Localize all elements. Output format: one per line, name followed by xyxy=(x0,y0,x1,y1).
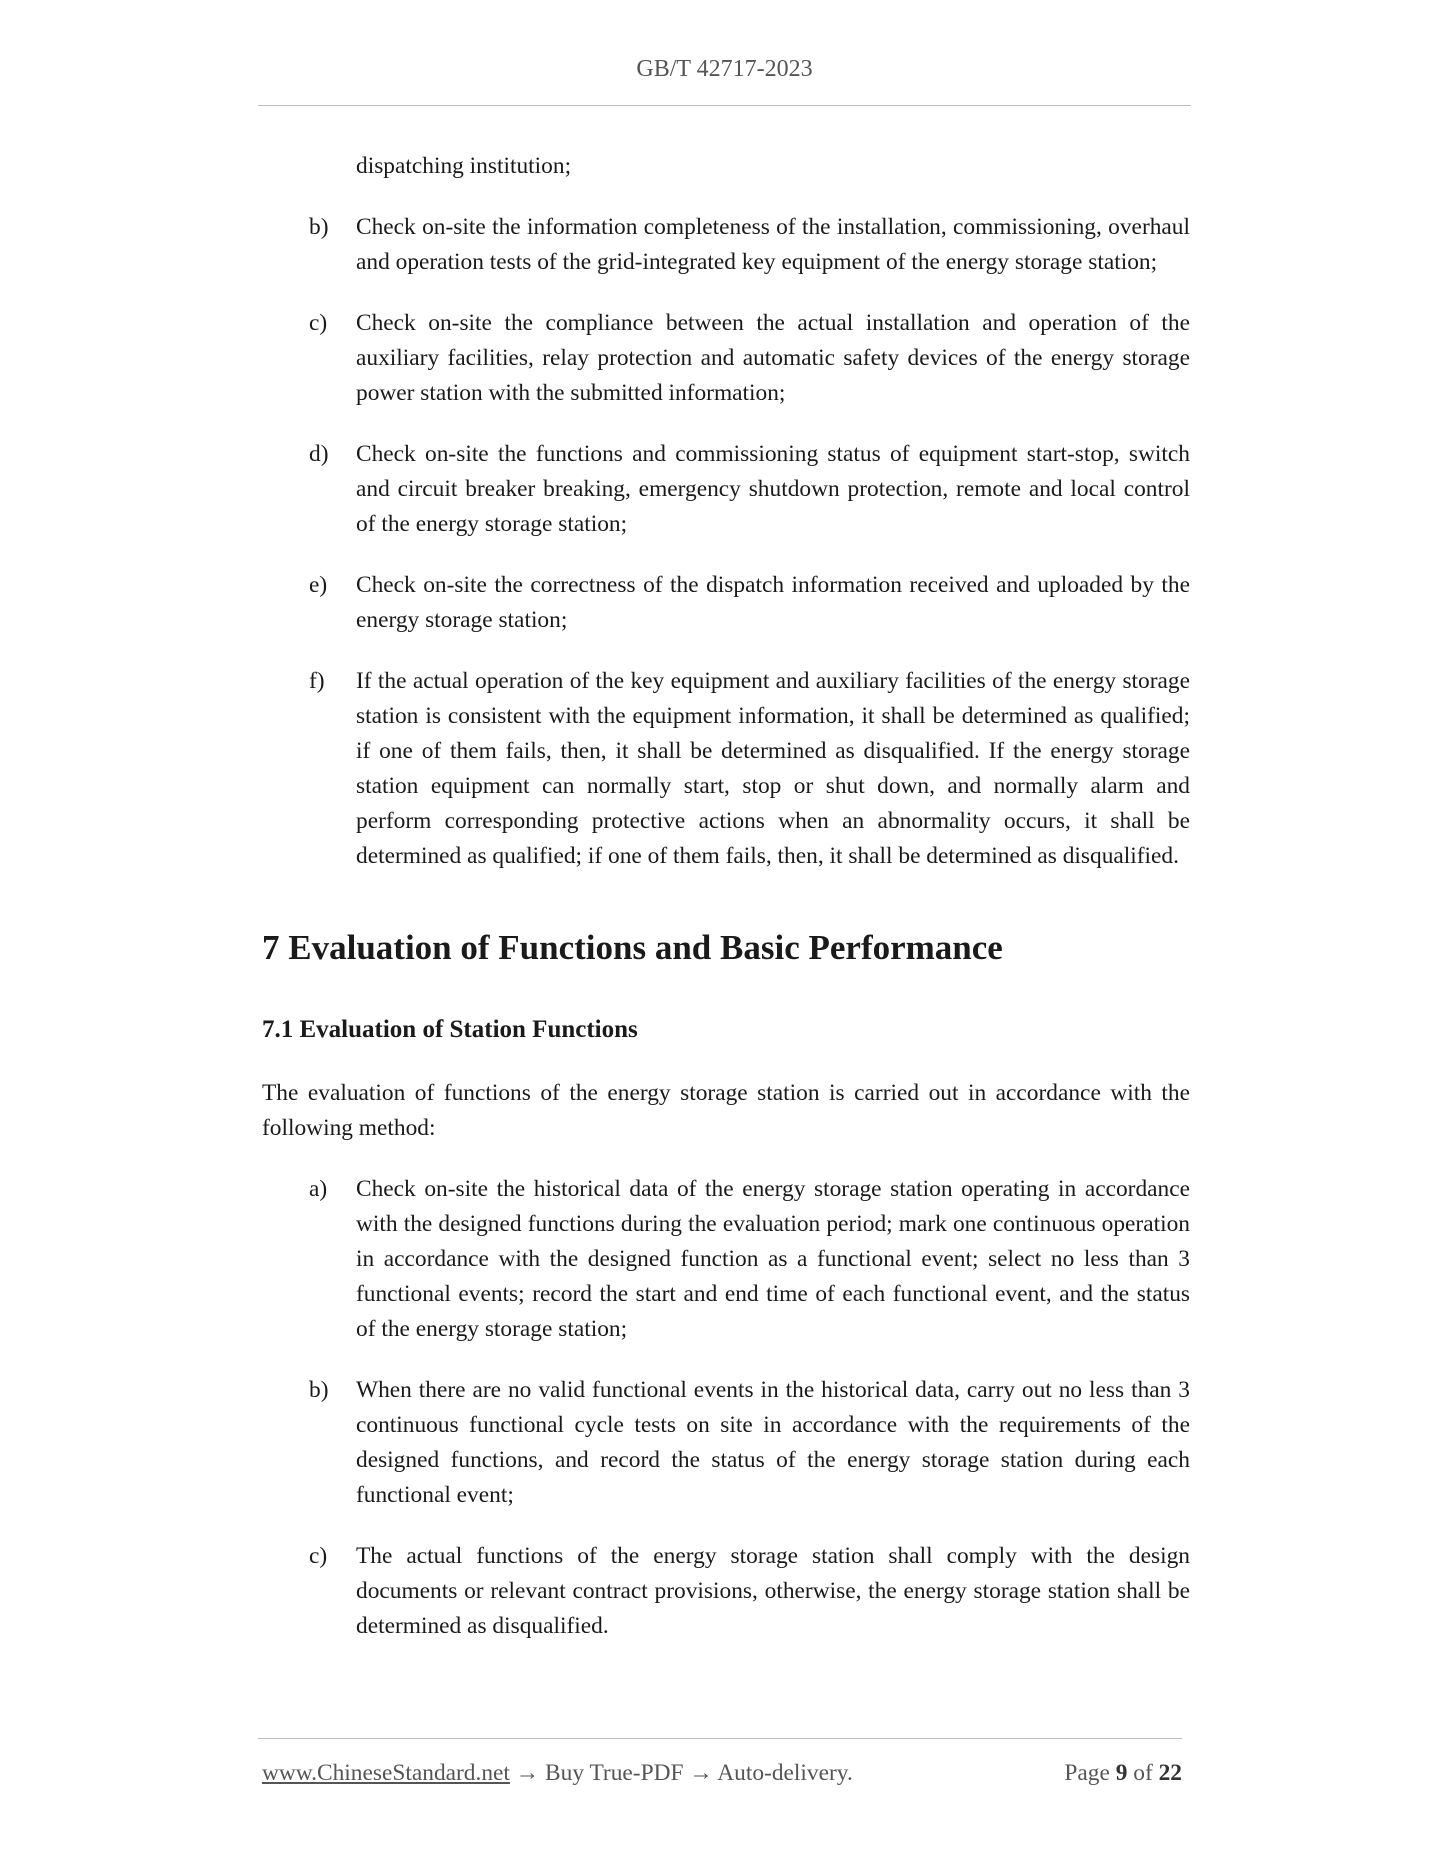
list-item xyxy=(262,1539,1190,1644)
list-item-text: If the actual operation of the key equipment and auxiliary facilities of the energy storage station is consistent with the equipment information, it shall be determined as qualified; if one of them fails, then, it shall be determined as disqualified. If the energy storage station equipment can normally start, stop or shut down, and normally alarm and perform corresponding protective actions when an abnormality occurs, it shall be determined as qualified; if one of them fails, then, it shall be determined as disqualified. xyxy=(356,668,1190,869)
continued-text: dispatching institution; xyxy=(356,153,572,179)
of-label: of xyxy=(1133,1760,1153,1786)
page-number: 9 xyxy=(1115,1760,1128,1786)
list-marker: c) xyxy=(309,1543,328,1569)
list-marker: c) xyxy=(309,310,328,336)
footer-divider xyxy=(258,1738,1182,1739)
section-heading: 7 Evaluation of Functions and Basic Performance xyxy=(262,928,1003,967)
list-marker: a) xyxy=(309,1176,328,1202)
document-body xyxy=(262,149,1190,1644)
list-item-text: Check on-site the compliance between the actual installation and operation of the auxiliary facilities, relay protection and automatic safety devices of the energy storage power station with the submitted information; xyxy=(356,310,1190,406)
header-divider xyxy=(258,105,1191,106)
list-item xyxy=(262,1172,1190,1347)
list-item xyxy=(262,568,1190,638)
list-item-text: The actual functions of the energy storage station shall comply with the design documents or relevant contract provisions, otherwise, the energy storage station shall be determined as disqualified. xyxy=(356,1543,1190,1639)
buy-text: → Buy True-PDF → Auto-delivery. xyxy=(515,1760,853,1786)
page-counter xyxy=(1064,1758,1182,1788)
page-label: Page xyxy=(1064,1760,1110,1786)
total-pages: 22 xyxy=(1158,1760,1182,1786)
list-item-text: Check on-site the historical data of the energy storage station operating in accordance with the designed functions during the evaluation period; mark one continuous operation in accordance with the designed function as a functional event; select no less than 3 functional events; record the start and end time of each functional event, and the status of the energy storage station; xyxy=(356,1176,1190,1342)
list-item-text: Check on-site the information completeness of the installation, commissioning, overhaul and operation tests of the grid-integrated key equipment of the energy storage station; xyxy=(356,214,1190,275)
list-item xyxy=(262,1373,1190,1513)
website-link[interactable]: www.ChineseStandard.net xyxy=(262,1760,510,1786)
footer-left xyxy=(262,1758,853,1788)
list-marker: f) xyxy=(309,668,325,694)
list-item-text: Check on-site the functions and commissioning status of equipment start-stop, switch and circuit breaker breaking, emergency shutdown protection, remote and local control of the energy storage station; xyxy=(356,441,1190,537)
intro-paragraph: The evaluation of functions of the energy storage station is carried out in accordance with the following method: xyxy=(262,1080,1190,1141)
page-header: GB/T 42717-2023 xyxy=(636,56,813,82)
list-item xyxy=(262,306,1190,411)
list-item xyxy=(262,210,1190,280)
list-item xyxy=(262,664,1190,874)
list-item xyxy=(262,437,1190,542)
list-item-text: When there are no valid functional events in the historical data, carry out no less than 3 continuous functional cycle tests on site in accordance with the requirements of the designed functions, and record the status of the energy storage station during each functional event; xyxy=(356,1377,1190,1508)
list-item-text: Check on-site the correctness of the dispatch information received and uploaded by the energy storage station; xyxy=(356,572,1190,633)
list-marker: d) xyxy=(309,441,329,467)
list-marker: e) xyxy=(309,572,328,598)
subsection-heading: 7.1 Evaluation of Station Functions xyxy=(262,1016,638,1043)
list-marker: b) xyxy=(309,1377,329,1403)
list-marker: b) xyxy=(309,214,329,240)
